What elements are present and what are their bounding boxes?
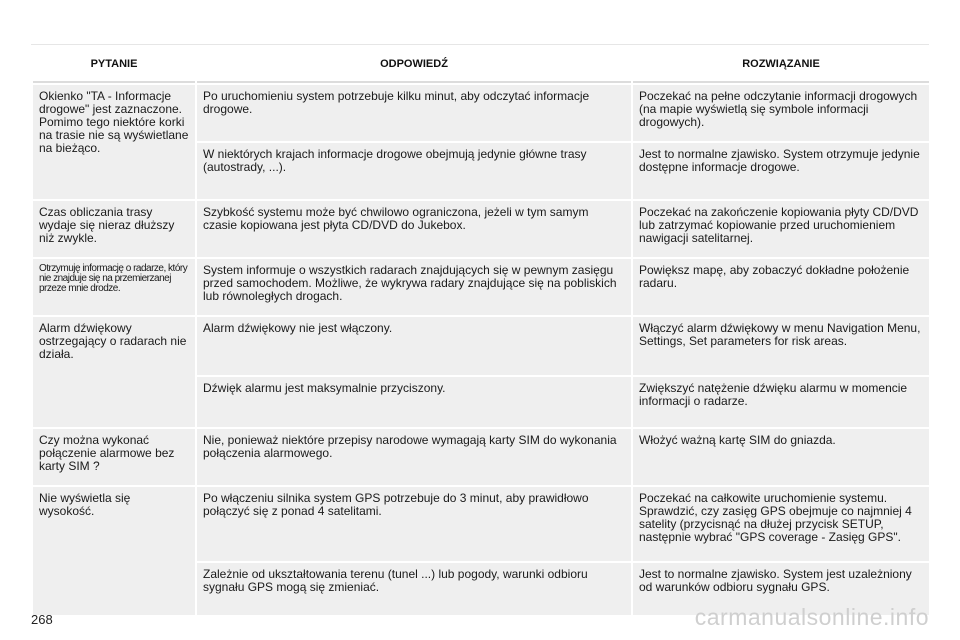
column-header-solution: ROZWIĄZANIE xyxy=(633,47,929,83)
watermark: carmanualsonline.info xyxy=(694,604,929,630)
solution-cell: Włączyć alarm dźwiękowy w menu Navigation Menu, Settings, Set parameters for risk areas. xyxy=(633,317,929,375)
answer-cell: Szybkość systemu może być chwilowo ograniczona, jeżeli w tym samym czasie kopiowana jest płyta CD/DVD do Jukebox. xyxy=(197,201,631,257)
solution-cell: Jest to normalne zjawisko. System jest uzależniony od warunków odbioru sygnału GPS. xyxy=(633,563,929,615)
answer-cell: Dźwięk alarmu jest maksymalnie przyciszony. xyxy=(197,377,631,427)
solution-cell: Zwiększyć natężenie dźwięku alarmu w momencie informacji o radarze. xyxy=(633,377,929,427)
question-cell: Okienko "TA - Informacje drogowe" jest zaznaczone. Pomimo tego niektóre korki na trasie nie są wyświetlane na bieżąco. xyxy=(33,85,195,199)
question-cell: Czas obliczania trasy wydaje się nieraz dłuższy niż zwykle. xyxy=(33,201,195,257)
page-number: 268 xyxy=(31,612,53,627)
table-row xyxy=(33,317,929,375)
question-cell: Nie wyświetla się wysokość. xyxy=(33,487,195,615)
column-header-answer: ODPOWIEDŹ xyxy=(197,47,631,83)
faq-table xyxy=(31,45,931,617)
column-header-question: PYTANIE xyxy=(33,47,195,83)
solution-cell: Poczekać na pełne odczytanie informacji drogowych (na mapie wyświetlą się symbole informacji drogowych). xyxy=(633,85,929,141)
table-row xyxy=(33,85,929,141)
table-row xyxy=(33,201,929,257)
solution-cell: Powiększ mapę, aby zobaczyć dokładne położenie radaru. xyxy=(633,259,929,315)
question-cell: Otrzymuję informację o radarze, który nie znajduje się na przemierzanej przeze mnie drodze. xyxy=(33,259,195,315)
answer-cell: W niektórych krajach informacje drogowe obejmują jedynie główne trasy (autostrady, ...). xyxy=(197,143,631,199)
answer-cell: Po uruchomieniu system potrzebuje kilku minut, aby odczytać informacje drogowe. xyxy=(197,85,631,141)
solution-cell: Włożyć ważną kartę SIM do gniazda. xyxy=(633,429,929,485)
solution-cell: Poczekać na całkowite uruchomienie systemu. Sprawdzić, czy zasięg GPS obejmuje co najmniej 4 satelity (przycisnąć na dłużej przycisk SETUP, następnie wybrać "GPS coverage - Zasięg GPS". xyxy=(633,487,929,561)
question-cell: Czy można wykonać połączenie alarmowe bez karty SIM ? xyxy=(33,429,195,485)
answer-cell: Po włączeniu silnika system GPS potrzebuje do 3 minut, aby prawidłowo połączyć się z ponad 4 satelitami. xyxy=(197,487,631,561)
table-header-row xyxy=(33,47,929,83)
question-cell: Alarm dźwiękowy ostrzegający o radarach nie działa. xyxy=(33,317,195,427)
solution-cell: Jest to normalne zjawisko. System otrzymuje jedynie dostępne informacje drogowe. xyxy=(633,143,929,199)
answer-cell: Alarm dźwiękowy nie jest włączony. xyxy=(197,317,631,375)
answer-cell: System informuje o wszystkich radarach znajdujących się w pewnym zasięgu przed samochodem. Możliwe, że wykrywa radary znajdujące się na pobliskich lub równoległych drogach. xyxy=(197,259,631,315)
faq-sheet xyxy=(31,44,929,606)
table-row xyxy=(33,429,929,485)
solution-cell: Poczekać na zakończenie kopiowania płyty CD/DVD lub zatrzymać kopiowanie przed uruchomieniem nawigacji satelitarnej. xyxy=(633,201,929,257)
table-row xyxy=(33,259,929,315)
table-row xyxy=(33,487,929,561)
answer-cell: Nie, ponieważ niektóre przepisy narodowe wymagają karty SIM do wykonania połączenia alarmowego. xyxy=(197,429,631,485)
answer-cell: Zależnie od ukształtowania terenu (tunel ...) lub pogody, warunki odbioru sygnału GPS mogą się zmieniać. xyxy=(197,563,631,615)
